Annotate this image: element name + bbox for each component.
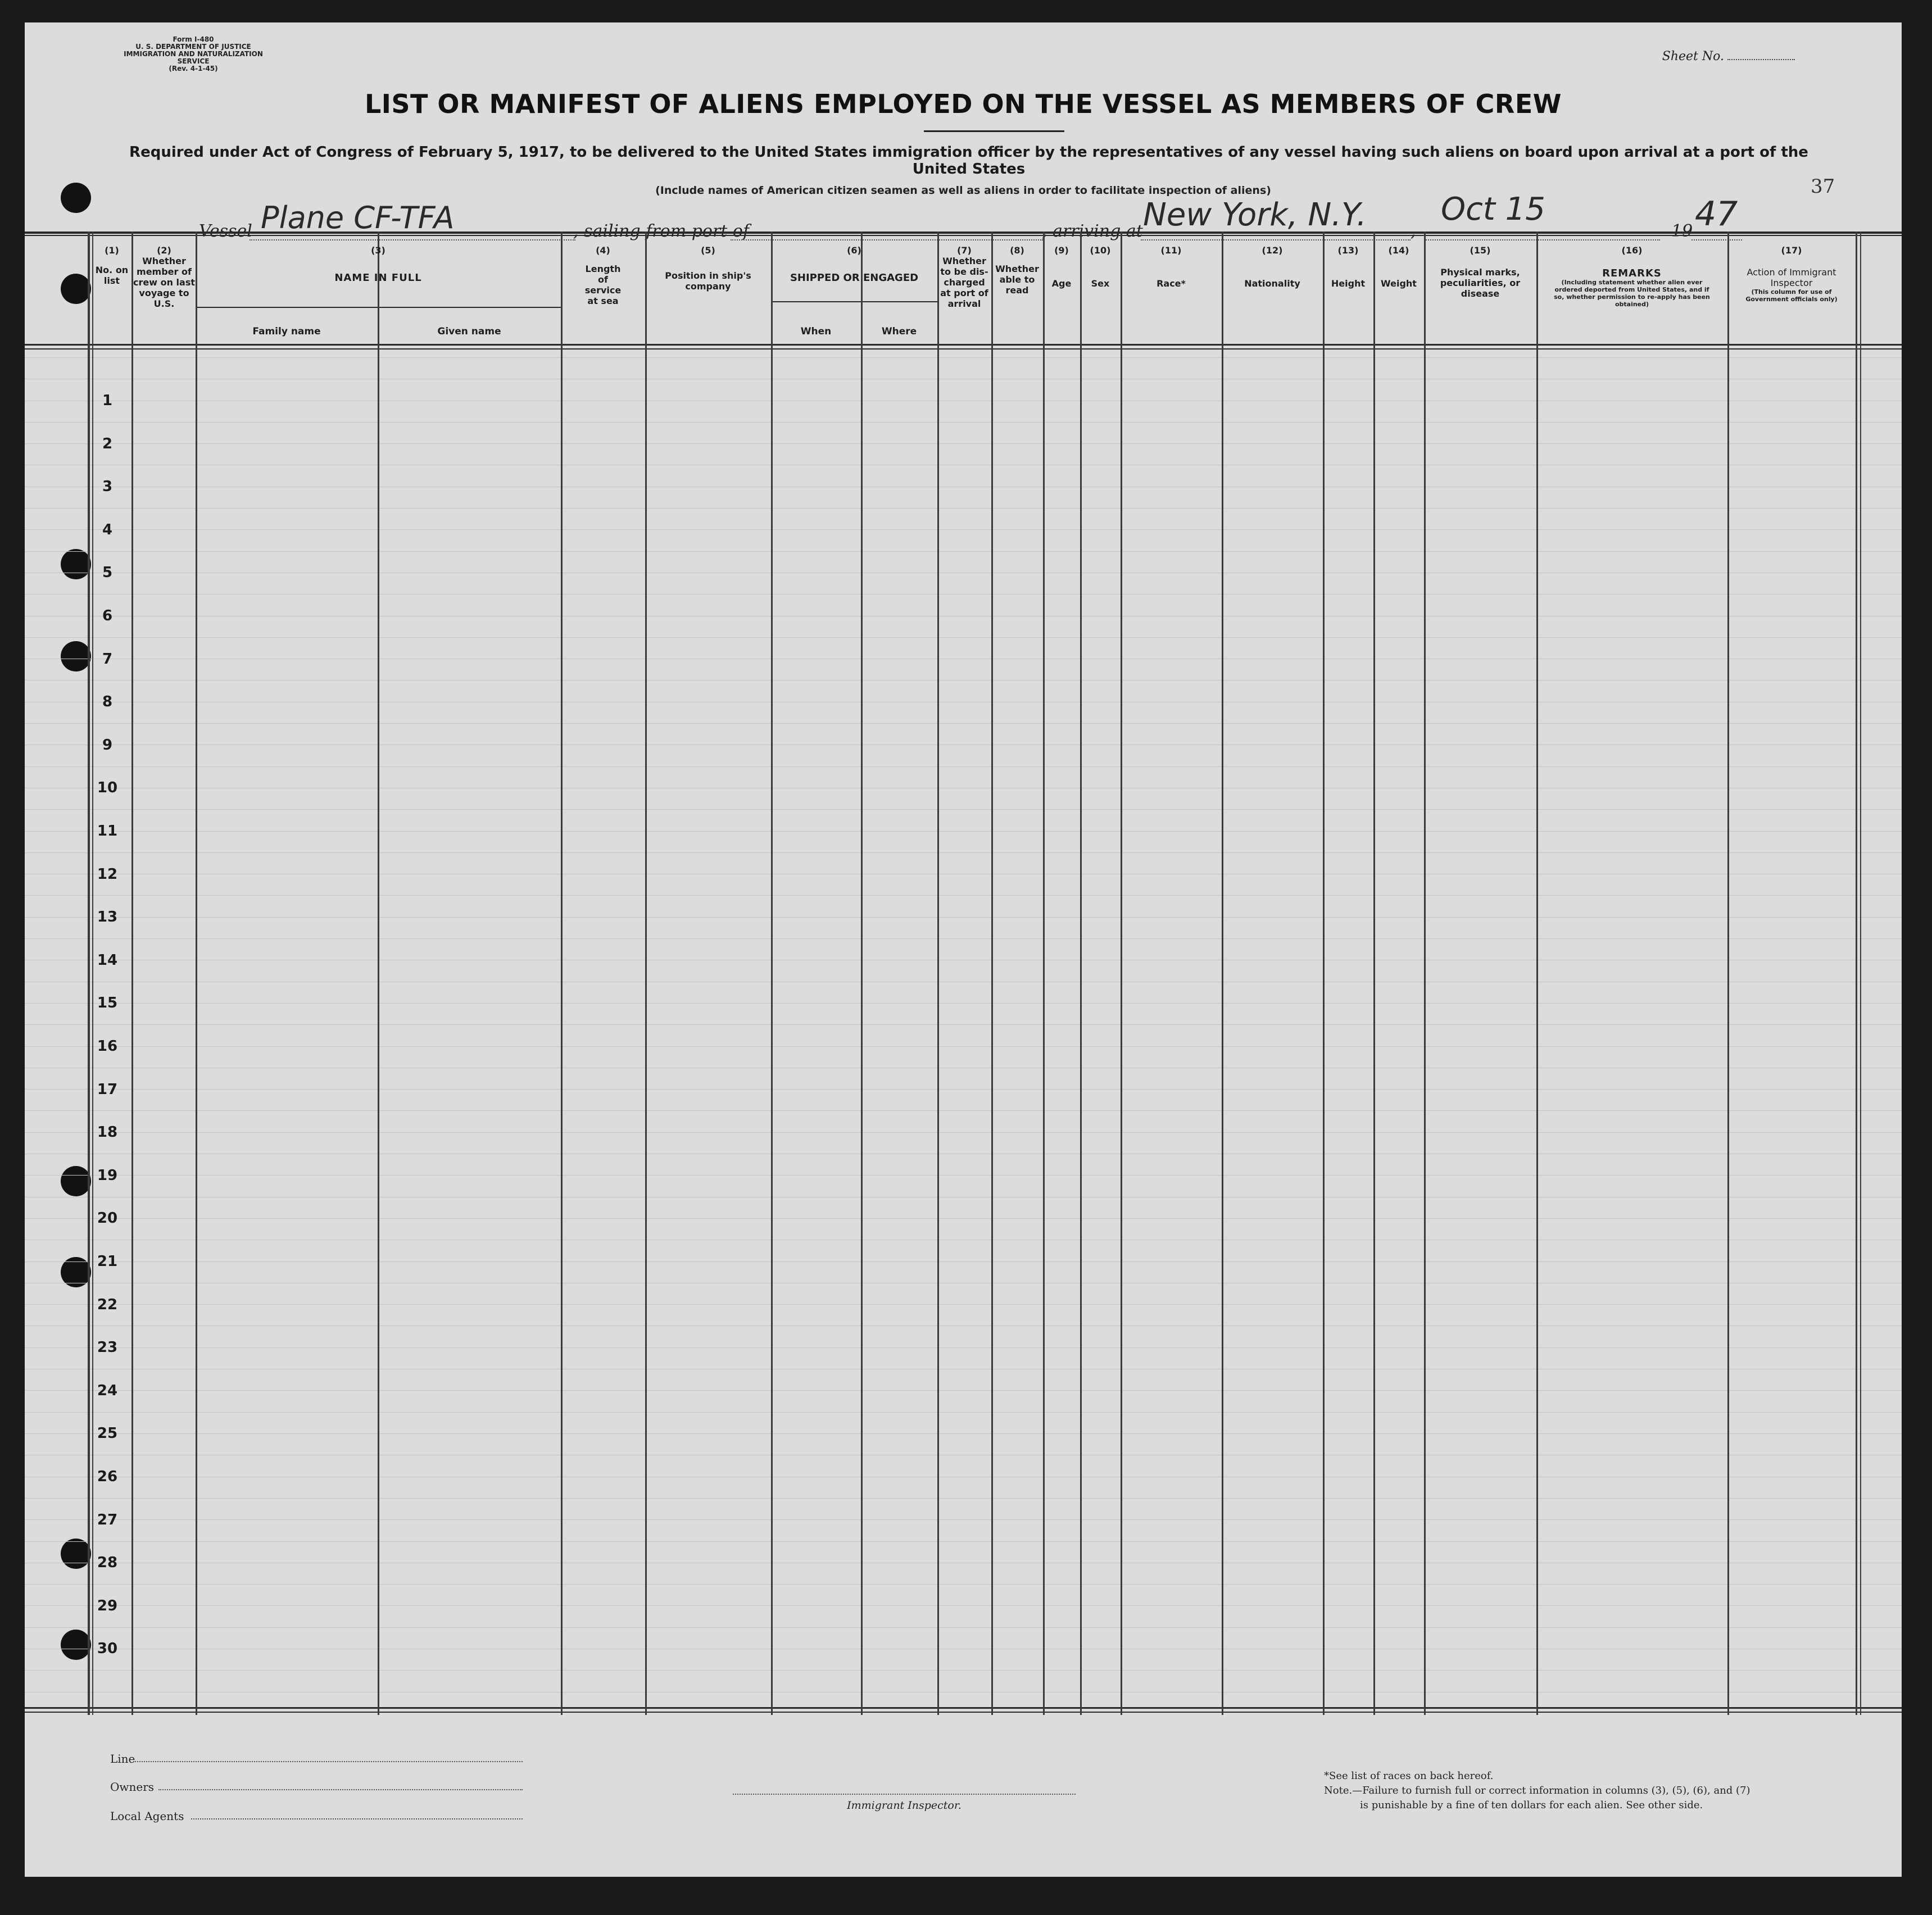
sheet-number-field (1662, 49, 1795, 63)
col-rule (131, 232, 133, 1715)
col3-header (196, 245, 561, 283)
ruled-line (25, 1110, 1902, 1111)
col-rule (88, 232, 90, 1715)
include-note: (Include names of American citizen seamen as well as aliens in order to facilitate inspection of aliens) (655, 184, 1271, 197)
line-field (135, 1761, 523, 1762)
col10-header (1080, 245, 1121, 289)
vessel-value: Plane CF-TFA (261, 200, 455, 235)
ruled-line (25, 1089, 1902, 1090)
row-number: 15 (97, 995, 118, 1011)
table-bottom-rule-inner (25, 1712, 1902, 1713)
revision: (Rev. 4-1-45) (169, 65, 218, 72)
col5-label: Position in ship's company (665, 270, 751, 292)
row-number: 12 (97, 866, 118, 883)
form-identifier (109, 36, 278, 72)
col9-number: (9) (1054, 245, 1069, 256)
row-number: 18 (97, 1124, 118, 1141)
ruled-line (25, 1541, 1902, 1542)
col7-header (937, 245, 991, 309)
punch-hole (61, 1630, 91, 1660)
col3-label: NAME IN FULL (334, 272, 422, 284)
ruled-line (25, 529, 1902, 530)
col12-label: Nationality (1244, 278, 1300, 289)
ruled-line (25, 1132, 1902, 1133)
col-rule (1222, 232, 1223, 1715)
header-bottom-rule (25, 344, 1902, 346)
requirement-text: Required under Act of Congress of February 5, 1917, to be delivered to the United States immigration officer by the representatives of any vessel having such aliens on board upon arrival at a port of the United States (129, 144, 1808, 178)
row-number: 24 (97, 1382, 118, 1399)
ruled-line (25, 551, 1902, 552)
col4-number: (4) (596, 245, 610, 256)
table-bottom-rule (25, 1707, 1902, 1709)
family-name-header: Family name (252, 326, 321, 337)
row-number: 22 (97, 1296, 118, 1313)
ruled-line (25, 723, 1902, 724)
col11-number: (11) (1160, 245, 1182, 256)
ruled-line (25, 895, 1902, 896)
col-rule (378, 232, 379, 1715)
vessel-label: Vessel (199, 221, 252, 241)
ruled-line (25, 508, 1902, 509)
inspector-label: Immigrant Inspector. (847, 1799, 962, 1812)
ruled-line (25, 1627, 1902, 1628)
ruled-line (25, 1024, 1902, 1025)
arriving-label: , arriving at (1042, 221, 1143, 241)
page-number: 37 (1811, 175, 1835, 198)
line-label: Line (110, 1752, 135, 1766)
year-dotted-line (1691, 239, 1742, 240)
local-agents-label: Local Agents (110, 1809, 184, 1823)
ruled-line (25, 1261, 1902, 1262)
col12-number: (12) (1262, 245, 1283, 256)
comma-sep: , (1411, 221, 1416, 241)
row-number: 5 (102, 564, 113, 581)
col17-number: (17) (1781, 245, 1802, 256)
col8-number: (8) (1010, 245, 1024, 256)
col14-header (1373, 245, 1424, 289)
vessel-dotted-line (250, 239, 575, 240)
col-rule (1121, 232, 1122, 1715)
col13-header (1323, 245, 1373, 289)
sailing-dotted-line (731, 239, 1043, 240)
col5-header (645, 245, 771, 292)
col5-number: (5) (701, 245, 715, 256)
ruled-line (25, 443, 1902, 444)
ruled-line (25, 637, 1902, 638)
col16-label: REMARKS (1602, 267, 1662, 279)
col-rule (1373, 232, 1375, 1715)
row-number: 10 (97, 779, 118, 796)
col2-number: (2) (157, 245, 171, 256)
col-rule (1424, 232, 1426, 1715)
inspector-signature-line (733, 1794, 1076, 1795)
col-rule (861, 232, 863, 1715)
row-number: 6 (102, 607, 113, 624)
row-number: 21 (97, 1253, 118, 1270)
col3-number: (3) (371, 245, 386, 256)
row-number: 25 (97, 1425, 118, 1442)
ruled-line (25, 594, 1902, 595)
form-number: Form I-480 (173, 35, 214, 43)
ruled-line (25, 1003, 1902, 1004)
row-number: 20 (97, 1210, 118, 1227)
col-rule (561, 232, 563, 1715)
col4-label: Length of service at sea (584, 264, 622, 306)
col16-note: (Including statement whether alien ever ordered deported from United States, and if so, whether permission to re-apply has been obtained) (1554, 279, 1710, 308)
service: IMMIGRATION AND NATURALIZATION SERVICE (124, 50, 263, 65)
where-header: Where (881, 326, 917, 337)
table-top-border-inner (25, 235, 1902, 236)
ruled-line (25, 357, 1902, 358)
ruled-line (25, 1412, 1902, 1413)
row-number: 29 (97, 1598, 118, 1614)
date-value: Oct 15 (1441, 191, 1545, 228)
ruled-line (25, 1046, 1902, 1047)
col10-label: Sex (1091, 278, 1110, 289)
local-agents-field (191, 1818, 523, 1819)
ruled-line (25, 1347, 1902, 1348)
col-rule (771, 232, 773, 1715)
col14-label: Weight (1381, 278, 1417, 289)
manifest-sheet (25, 22, 1902, 1877)
ruled-line (25, 1433, 1902, 1434)
col6-label: SHIPPED OR ENGAGED (790, 272, 919, 284)
col-rule (196, 232, 197, 1715)
row-number: 1 (102, 392, 113, 409)
ruled-line (25, 852, 1902, 853)
col1-header (92, 245, 131, 286)
row-number: 3 (102, 478, 113, 495)
owners-label: Owners (110, 1780, 155, 1794)
ruled-line (25, 809, 1902, 810)
col16-number: (16) (1621, 245, 1643, 256)
row-number: 4 (102, 521, 113, 538)
ruled-line (25, 1584, 1902, 1585)
row-number: 8 (102, 693, 113, 710)
ruled-line (25, 1670, 1902, 1671)
col6-number: (6) (847, 245, 861, 256)
col-rule (937, 232, 939, 1715)
row-number: 13 (97, 909, 118, 925)
col8-label: Whether able to read (995, 264, 1039, 296)
col2-label: Whether member of crew on last voyage to U.S. (133, 256, 195, 309)
punch-hole (61, 1539, 91, 1569)
ruled-line (25, 1605, 1902, 1606)
ruled-line (25, 422, 1902, 423)
page-title: LIST OR MANIFEST OF ALIENS EMPLOYED ON THE VESSEL AS MEMBERS OF CREW (364, 89, 1562, 119)
penalty-note-1: Note.—Failure to furnish full or correct information in columns (3), (5), (6), and (7) (1324, 1785, 1750, 1796)
col6-header (771, 245, 937, 283)
col17-header (1727, 245, 1856, 303)
ruled-line (25, 938, 1902, 939)
given-name-header: Given name (437, 326, 501, 337)
col-rule (1727, 232, 1729, 1715)
when-header: When (800, 326, 832, 337)
col7-number: (7) (957, 245, 972, 256)
col-rule (991, 232, 993, 1715)
ruled-line (25, 1175, 1902, 1176)
punch-hole (61, 641, 91, 671)
sheet-number-label: Sheet No. (1662, 49, 1724, 63)
row-number: 17 (97, 1081, 118, 1098)
row-number: 2 (102, 435, 113, 452)
col14-number: (14) (1388, 245, 1409, 256)
col17-label: Action of Immigrant Inspector (1747, 267, 1836, 288)
row-number: 11 (97, 823, 118, 839)
sailing-label: , sailing from port of (573, 221, 750, 241)
col-rule (645, 232, 647, 1715)
col-rule (1043, 232, 1045, 1715)
row-number: 19 (97, 1167, 118, 1184)
col17-note: (This column for use of Government officials only) (1745, 288, 1838, 303)
ruled-line (25, 766, 1902, 767)
col-rule (1323, 232, 1325, 1715)
punch-hole (61, 1166, 91, 1196)
row-number: 14 (97, 952, 118, 969)
col-rule (1080, 232, 1082, 1715)
header-bottom-rule-inner (25, 348, 1902, 350)
col-rule (1860, 232, 1861, 1715)
title-rule (924, 130, 1064, 132)
row-number: 26 (97, 1468, 118, 1485)
col4-header (561, 245, 645, 306)
date-dotted-line (1424, 239, 1660, 240)
col9-header (1043, 245, 1080, 289)
col10-number: (10) (1090, 245, 1111, 256)
punch-hole (61, 549, 91, 579)
ruled-line (25, 1304, 1902, 1305)
ruled-line (25, 1519, 1902, 1520)
col15-label: Physical marks, peculiarities, or disease (1440, 267, 1521, 299)
arriving-value: New York, N.Y. (1143, 197, 1367, 233)
ruled-line (25, 1218, 1902, 1219)
col13-label: Height (1331, 278, 1366, 289)
row-number: 9 (102, 737, 113, 754)
row-number: 16 (97, 1038, 118, 1055)
punch-hole (61, 274, 91, 304)
col2-header (133, 245, 196, 309)
col-rule (1536, 232, 1538, 1715)
row-number: 28 (97, 1554, 118, 1571)
col15-header (1424, 245, 1536, 299)
row-number: 30 (97, 1640, 118, 1657)
year-prefix: 19 (1671, 221, 1693, 241)
owners-field (158, 1789, 523, 1790)
table-top-border (25, 232, 1902, 234)
shipped-subheader-rule (771, 301, 937, 302)
col-rule (1856, 232, 1857, 1715)
ruled-line (25, 917, 1902, 918)
col7-label: Whether to be dis-charged at port of arrival (940, 256, 988, 309)
ruled-line (25, 831, 1902, 832)
year-value: 47 (1695, 194, 1738, 234)
row-number: 23 (97, 1339, 118, 1356)
col12-header (1222, 245, 1323, 289)
col11-header (1121, 245, 1222, 289)
row-number: 7 (102, 651, 113, 668)
department: U. S. DEPARTMENT OF JUSTICE (135, 43, 251, 51)
penalty-note-2: is punishable by a fine of ten dollars for each alien. See other side. (1360, 1799, 1703, 1811)
col11-label: Race* (1157, 278, 1186, 289)
ruled-line (25, 1390, 1902, 1391)
col1-label: No. on list (95, 265, 129, 286)
row-number: 27 (97, 1512, 118, 1528)
race-note: *See list of races on back hereof. (1324, 1770, 1494, 1782)
col1-number: (1) (105, 245, 119, 256)
col16-header (1536, 245, 1727, 308)
col13-number: (13) (1337, 245, 1359, 256)
col8-header (991, 245, 1043, 296)
arriving-dotted-line (1141, 239, 1411, 240)
ruled-line (25, 1498, 1902, 1499)
col9-label: Age (1051, 278, 1072, 289)
col-rule (92, 232, 93, 1715)
col15-number: (15) (1470, 245, 1491, 256)
